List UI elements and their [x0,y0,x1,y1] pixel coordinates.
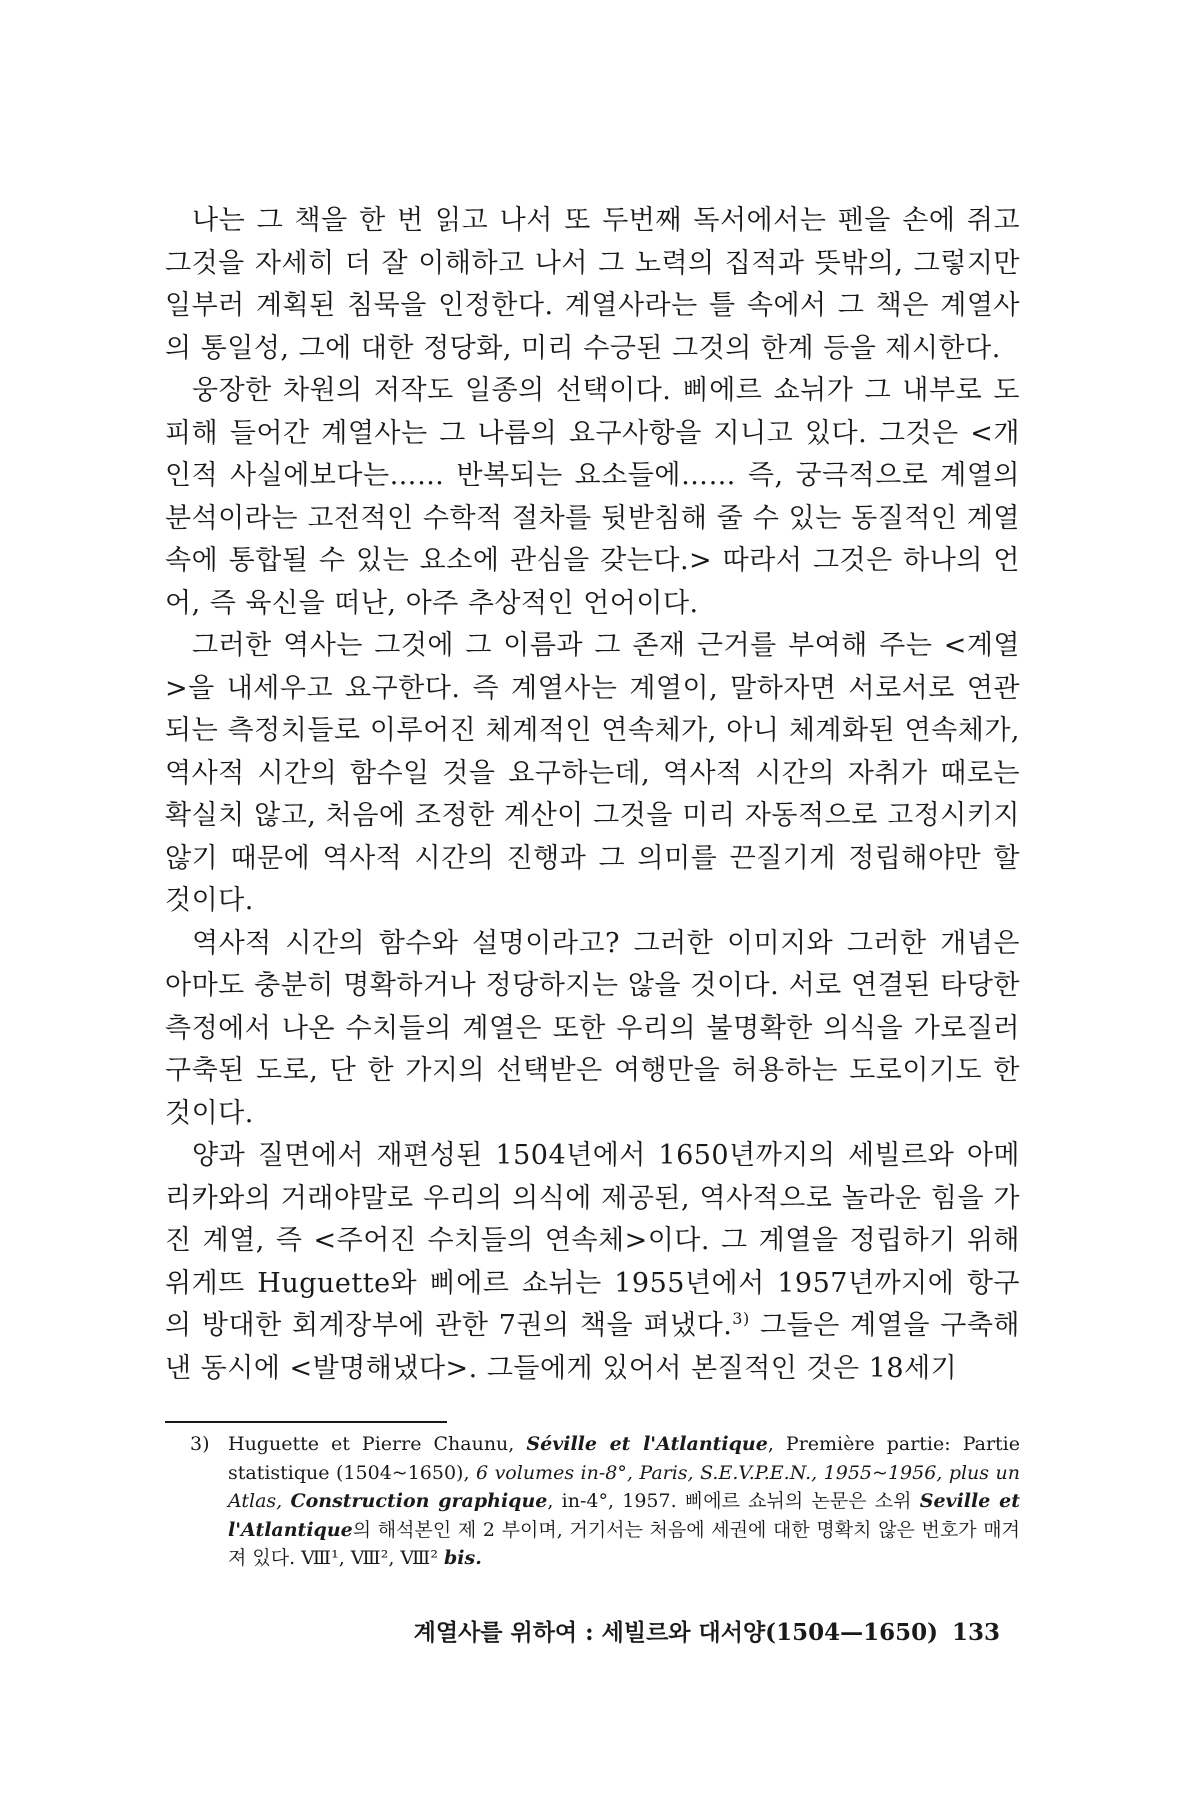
running-footer [414,1614,1000,1647]
page-number: 133 [951,1619,1000,1646]
footnote-book-title: Seville et l'Atlantique [228,1490,1021,1541]
footnote-divider [165,1421,447,1423]
footnote [190,1430,1021,1573]
paragraph: 나는 그 책을 한 번 읽고 나서 또 두번째 독서에서는 펜을 손에 쥐고 그것을 자세히 더 잘 이해하고 나서 그 노력의 집적과 뜻밖의, 그렇지만 일부러 계획된 침묵을 인정한다. 계열사라는 틀 속에서 그 책은 계열사의 통일성, 그에 대한 정당화, 미리 수긍된 그것의 한계 등을 제시한다. [165,205,1020,364]
footnote-segment: , in-4°, 1957. 삐에르 쇼뉘의 논문은 소위 [547,1490,920,1512]
footnote-book-title: Séville et l'Atlantique [526,1433,768,1455]
paragraph: 웅장한 차원의 저작도 일종의 선택이다. 삐에르 쇼뉘가 그 내부로 도피해 들어간 계열사는 그 나름의 요구사항을 지니고 있다. 그것은 <개인적 사실에보다는…… 반복되는 요소들에…… 즉, 궁극적으로 계열의 분석이라는 고전적인 수학적 절차를 뒷받침해 줄 수 있는 동질적인 계열 속에 통합될 수 있는 요소에 관심을 갖는다.> 따라서 그것은 하나의 언어, 즉 육신을 떠난, 아주 추상적인 언어이다. [165,375,1020,619]
footnote-reference: 3) [732,1309,750,1328]
footnote-segment: 6 volumes in-8°, Paris, S.E.V.P.E.N., 1955~1956, plus un Atlas, [228,1461,1020,1512]
footnote-book-title: Construction graphique [290,1490,548,1512]
paragraph [165,1135,1020,1390]
main-text [165,200,1020,1390]
footnote-segment: 의 해석본인 제 2 부이며, 거기서는 처음에 세권에 대한 명확치 않은 번호가 매겨져 있다. Ⅷ¹, Ⅷ², Ⅷ² [228,1518,1020,1569]
paragraph: 역사적 시간의 함수와 설명이라고? 그러한 이미지와 그러한 개념은 아마도 충분히 명확하거나 정당하지는 않을 것이다. 서로 연결된 타당한 측정에서 나온 수치들의 계열은 또한 우리의 불명확한 의식을 가로질러 구축된 도로, 단 한 가지의 선택받은 여행만을 허용하는 도로이기도 한 것이다. [165,927,1020,1129]
footnote-segment: , Première partie: Partie statistique (1504~1650), [228,1433,1020,1484]
paragraph-text: 양과 질면에서 재편성된 1504년에서 1650년까지의 세빌르와 아메리카와의 거래야말로 우리의 의식에 제공된, 역사적으로 놀라운 힘을 가진 계열, 즉 <주어진 수치들의 연속체>이다. 그 계열을 정립하기 위해 위게뜨 Huguette와 삐에르 쇼뉘는 1955년에서 1957년까지에 항구의 방대한 회계장부에 관한 7권의 책을 펴냈다. [165,1140,1020,1341]
paragraph: 그러한 역사는 그것에 그 이름과 그 존재 근거를 부여해 주는 <계열>을 내세우고 요구한다. 즉 계열사는 계열이, 말하자면 서로서로 연관되는 측정치들로 이루어진 체계적인 연속체가, 아니 체계화된 연속체가, 역사적 시간의 함수일 것을 요구하는데, 역사적 시간의 자취가 때로는 확실치 않고, 처음에 조정한 계산이 그것을 미리 자동적으로 고정시키지 않기 때문에 역사적 시간의 진행과 그 의미를 끈질기게 정립해야만 할 것이다. [165,630,1020,916]
paragraph-text: 그들은 계열을 구축해낸 동시에 <발명해냈다>. 그들에게 있어서 본질적인 것은 18세기 [165,1310,1020,1384]
running-title: 계열사를 위하여 : 세빌르와 대서양(1504—1650) [413,1619,938,1646]
footnote-number: 3) [190,1433,210,1455]
footnote-authors: Huguette et Pierre Chaunu, [228,1433,527,1455]
footnote-segment: bis. [444,1547,482,1569]
footnote-text [198,1430,1020,1573]
